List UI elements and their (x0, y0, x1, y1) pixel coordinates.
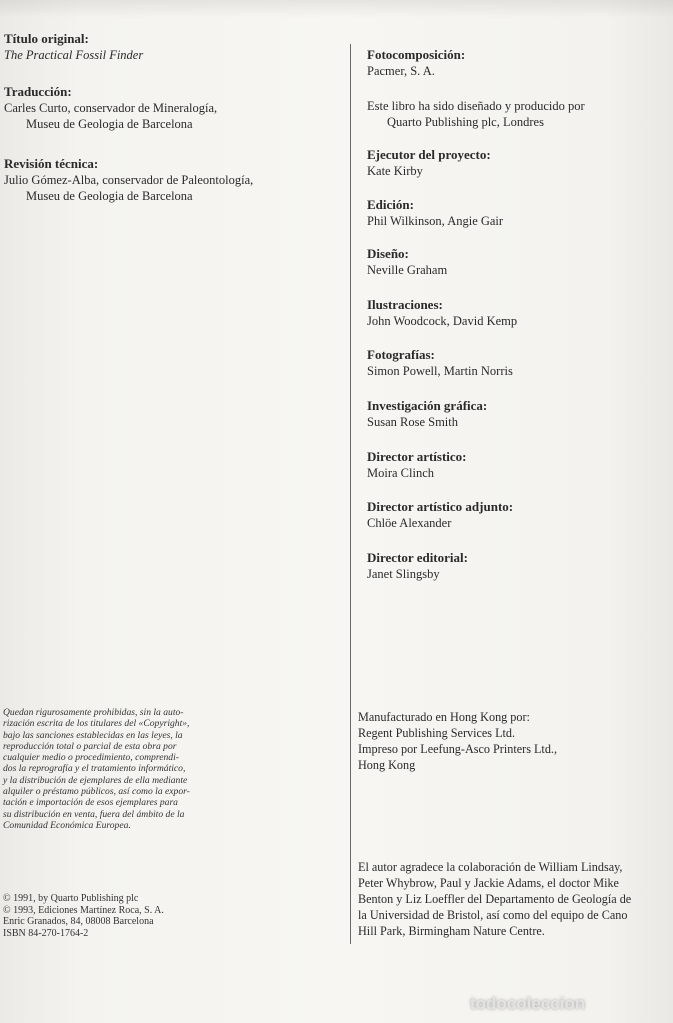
translation-line-2: Museu de Geologia de Barcelona (26, 117, 193, 131)
manufacturing-line: Hong Kong (358, 758, 416, 772)
translation-heading: Traducción: (4, 84, 72, 99)
legal-line: reproducción total o parcial de esta obra por (3, 740, 177, 752)
manufacturing-line: Impreso por Leefung-Asco Printers Ltd., (358, 742, 558, 756)
copyright-line: © 1991, by Quarto Publishing plc (3, 893, 139, 904)
credit-heading: Ejecutor del proyecto: (367, 147, 491, 162)
credit-value: Simon Powell, Martin Norris (367, 364, 513, 378)
credit-heading: Investigación gráfica: (367, 398, 488, 413)
translation-block (4, 84, 217, 132)
credit-heading: Diseño: (367, 246, 409, 261)
credit-value: Neville Graham (367, 263, 448, 277)
legal-line: bajo las sanciones establecidas en las leyes, la (3, 729, 183, 741)
copyright-line: © 1993, Ediciones Martínez Roca, S. A. (3, 904, 164, 916)
photocomposition-block (367, 47, 465, 79)
manufacturing-block (358, 709, 557, 773)
acknowledgements-line: Peter Whybrow, Paul y Jackie Adams, el doctor Mike (358, 876, 619, 890)
original-title-block (4, 31, 143, 63)
column-divider (350, 44, 351, 944)
credit-heading: Director artístico adjunto: (367, 499, 514, 514)
legal-notice (3, 707, 265, 831)
credit-heading: Ilustraciones: (367, 297, 443, 312)
translation-line-1: Carles Curto, conservador de Mineralogía, (4, 101, 218, 115)
address-line: Enric Granados, 84, 08008 Barcelona (3, 916, 154, 927)
legal-line: Quedan rigurosamente prohibidas, sin la auto- (3, 707, 184, 718)
acknowledgements-line: Benton y Liz Loeffler del Departamento de Geología de (358, 892, 632, 906)
isbn-line: ISBN 84-270-1764-2 (3, 927, 89, 939)
credit-value: John Woodcock, David Kemp (367, 314, 518, 328)
legal-line: su distribución en venta, fuera del ámbito de la (3, 808, 185, 820)
credit-heading: Edición: (367, 197, 414, 212)
acknowledgements-line: la Universidad de Bristol, así como del equipo de Cano (358, 908, 628, 922)
legal-line: rización escrita de los titulares del «Copyright», (3, 718, 190, 730)
original-title-value: The Practical Fossil Finder (4, 48, 144, 62)
credit-photos (367, 347, 513, 379)
watermark: todocoleccion (470, 994, 586, 1013)
manufacturing-line: Manufacturado en Hong Kong por: (358, 710, 530, 724)
credit-art-director (367, 449, 467, 481)
credit-heading: Director editorial: (367, 550, 468, 565)
credit-value: Kate Kirby (367, 164, 423, 178)
credit-project (367, 147, 491, 179)
manufacturing-line: Regent Publishing Services Ltd. (358, 726, 516, 740)
credit-heading: Fotografías: (367, 347, 435, 362)
credit-value: Chlöe Alexander (367, 516, 452, 530)
credit-value: Susan Rose Smith (367, 415, 458, 429)
design-note-line-1: Este libro ha sido diseñado y producido por (367, 99, 585, 113)
page-shadow (0, 0, 673, 18)
photocomposition-heading: Fotocomposición: (367, 47, 466, 62)
credit-value: Moira Clinch (367, 466, 435, 480)
copyright-block (3, 893, 164, 939)
legal-line: cualquier medio o procedimiento, comprendi- (3, 752, 179, 764)
review-line-2: Museu de Geologia de Barcelona (26, 189, 193, 203)
acknowledgements-line: Hill Park, Birmingham Nature Centre. (358, 924, 545, 938)
credit-editorial-director (367, 550, 468, 582)
acknowledgements-line: El autor agradece la colaboración de William Lindsay, (358, 860, 623, 874)
credit-value: Phil Wilkinson, Angie Gair (367, 214, 504, 228)
original-title-heading: Título original: (4, 31, 89, 46)
credit-heading: Director artístico: (367, 449, 467, 464)
acknowledgements-block (358, 859, 673, 939)
legal-line: alquiler o préstamo públicos, así como la expor- (3, 786, 190, 798)
credit-design (367, 246, 447, 278)
credit-value: Janet Slingsby (367, 567, 440, 581)
design-note-line-2: Quarto Publishing plc, Londres (387, 115, 544, 129)
legal-line: tación e importación de esos ejemplares para (3, 797, 178, 809)
credit-illustrations (367, 297, 517, 329)
review-block (4, 156, 253, 204)
photocomposition-value: Pacmer, S. A. (367, 64, 435, 78)
credit-editing (367, 197, 503, 229)
legal-line: y la distribución de ejemplares de ella mediante (3, 774, 188, 786)
credit-picture-research (367, 398, 487, 430)
review-heading: Revisión técnica: (4, 156, 99, 171)
credit-assistant-art-director (367, 499, 513, 531)
legal-line: Comunidad Económica Europea. (3, 819, 131, 831)
review-line-1: Julio Gómez-Alba, conservador de Paleontología, (4, 173, 254, 187)
legal-line: dos la reprografía y el tratamiento informático, (3, 763, 186, 775)
design-note-block (367, 98, 585, 130)
